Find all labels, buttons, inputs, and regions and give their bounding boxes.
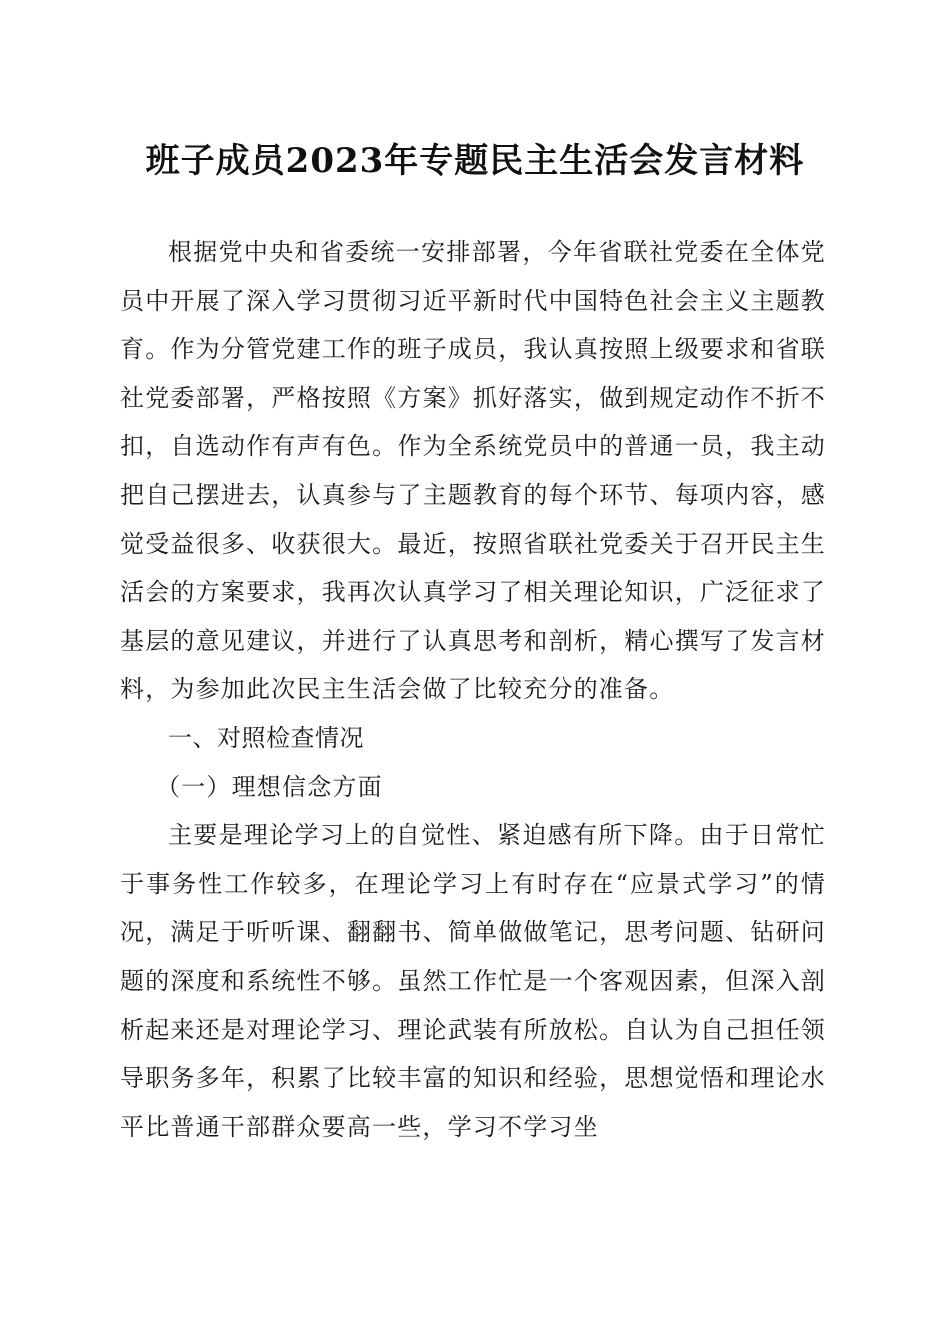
document-body: [120, 228, 826, 1151]
section-paragraph: 主要是理论学习上的自觉性、紧迫感有所下降。由于日常忙于事务性工作较多，在理论学习上有时存在“应景式学习”的情况，满足于听听课、翻翻书、简单做做笔记，思考问题、钻研问题的深度和系统性不够。虽然工作忙是一个客观因素，但深入剖析起来还是对理论学习、理论武装有所放松。自认为自己担任领导职务多年，积累了比较丰富的知识和经验，思想觉悟和理论水平比普通干部群众要高一些，学习不学习坐: [120, 821, 826, 1141]
intro-paragraph: 根据党中央和省委统一安排部署，今年省联社党委在全体党员中开展了深入学习贯彻习近平新时代中国特色社会主义主题教育。作为分管党建工作的班子成员，我认真按照上级要求和省联社党委部署，严格按照《方案》抓好落实，做到规定动作不折不扣，自选动作有声有色。作为全系统党员中的普通一员，我主动把自己摆进去，认真参与了主题教育的每个环节、每项内容，感觉受益很多、收获很大。最近，按照省联社党委关于召开民主生活会的方案要求，我再次认真学习了相关理论知识，广泛征求了基层的意见建议，并进行了认真思考和剖析，精心撰写了发言材料，为参加此次民主生活会做了比较充分的准备。: [120, 238, 826, 704]
document-title: 班子成员2023年专题民主生活会发言材料: [145, 141, 805, 181]
section-heading: 一、对照检查情况: [168, 723, 364, 752]
subsection-heading: （一）理想信念方面: [156, 772, 383, 801]
